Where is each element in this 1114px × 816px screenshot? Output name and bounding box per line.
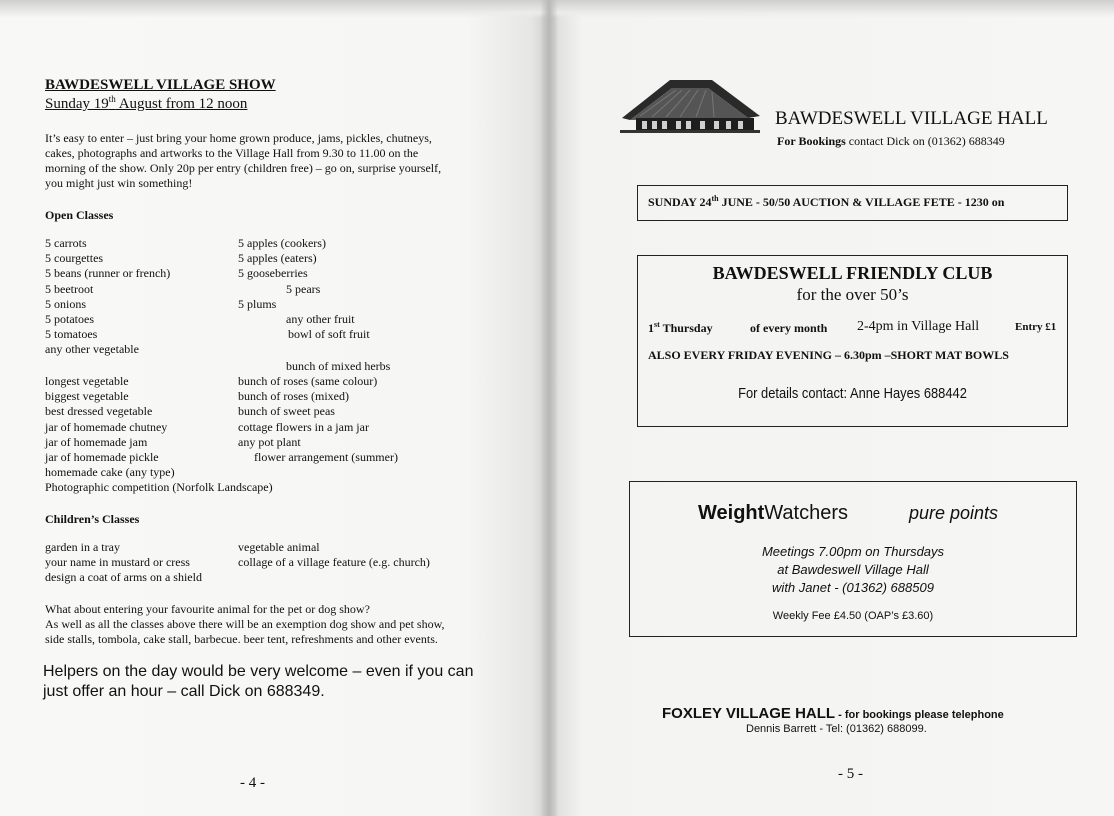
village-hall-illustration [620,76,762,134]
right-page [548,0,1114,816]
open-classes-col2-a [238,236,370,342]
foxley-bookings: - for bookings please telephone [835,709,1004,721]
intro-line: cakes, photographs and artworks to the Village Hall from 9.30 to 11.00 on the [45,146,419,160]
class-item: 5 apples (cookers) [238,236,326,250]
intro-line: morning of the show. Only 20p per entry (children free) – go on, surprise yourself, [45,161,442,175]
pet-line: side stalls, tombola, cake stall, barbecue. beer tent, refreshments and other events. [45,632,438,646]
intro-line: you might just win something! [45,176,193,190]
class-item: 5 courgettes [45,251,104,266]
page-number: - 4 - [240,775,265,791]
show-date-rest: August from 12 noon [115,96,248,112]
club-friday: ALSO EVERY FRIDAY EVENING – 6.30pm –SHORT MAT BOWLS [648,348,1009,362]
ww-brand-rest: Watchers [764,502,849,524]
class-item: 5 beetroot [45,281,94,296]
fete-text [648,194,1004,210]
helpers-notice [43,662,473,702]
class-item: longest vegetable [45,374,129,388]
show-title: BAWDESWELL VILLAGE SHOW [45,77,276,93]
class-item: homemade cake (any type) [45,465,175,480]
helpers-line: just offer an hour – call Dick on 688349. [43,683,325,700]
fete-date: SUNDAY 24 [648,195,712,209]
club-every-month: of every month [750,321,828,335]
childrens-classes-col2 [238,540,430,570]
class-item: collage of a village feature (e.g. church) [238,555,430,570]
pet-line: As well as all the classes above there will be an exemption dog show and pet show, [45,617,445,631]
book-spine [540,0,558,816]
class-item: bunch of roses (same colour) [238,374,378,388]
foxley-contact: Dennis Barrett - Tel: (01362) 688099. [746,723,927,735]
club-thursday: Thursday [659,321,713,335]
show-date [45,94,247,113]
friendly-club-box [637,255,1068,427]
class-item: 5 potatoes [45,312,94,327]
foxley-title: FOXLEY VILLAGE HALL [662,705,836,722]
class-item: 5 pears [286,281,321,296]
helpers-line: Helpers on the day would be very welcome – even if you can [43,663,474,680]
class-item: any pot plant [238,434,301,449]
ww-line: at Bawdeswell Village Hall [777,562,929,577]
class-item: your name in mustard or cress [45,555,190,570]
open-classes-col1-a [45,236,170,358]
weightwatchers-box [629,481,1077,637]
open-classes-heading: Open Classes [45,208,114,222]
foxley-hall [662,705,1004,723]
club-contact: For details contact: Anne Hayes 688442 [738,385,967,402]
fete-details: JUNE - 50/50 AUCTION & VILLAGE FETE - 1230 on [718,195,1005,209]
class-item: bunch of sweet peas [238,404,335,419]
club-first-thursday [648,320,713,336]
hall-bookings [777,134,1005,149]
ww-meeting-details [630,543,1076,597]
class-item: Photographic competition (Norfolk Landscape) [45,480,273,495]
class-item: 5 apples (eaters) [238,251,317,266]
class-item: vegetable animal [238,540,320,554]
club-first-num: 1 [648,321,654,335]
class-item: garden in a tray [45,540,120,554]
class-item: bunch of roses (mixed) [238,389,349,404]
club-first-suffix: st [654,320,660,329]
ww-brand-bold: Weight [698,502,765,524]
class-item: jar of homemade pickle [45,450,159,465]
childrens-classes-col1 [45,540,202,586]
class-item: 5 carrots [45,236,87,250]
childrens-classes-heading: Children’s Classes [45,512,140,526]
page-number: - 5 - [838,766,863,782]
pet-show-paragraph [45,602,444,647]
class-item: flower arrangement (summer) [254,450,398,465]
class-item: 5 plums [238,296,277,311]
open-classes-col2-b [238,374,398,465]
intro-line: It’s easy to enter – just bring your home grown produce, jams, pickles, chutneys, [45,131,432,145]
ww-fee: Weekly Fee £4.50 (OAP’s £3.60) [772,610,934,622]
class-item: 5 beans (runner or french) [45,266,171,281]
club-title: BAWDESWELL FRIENDLY CLUB [712,263,993,283]
class-item: cottage flowers in a jam jar [238,419,369,434]
hall-bookings-label: For Bookings [777,134,846,148]
fete-date-suffix: th [711,194,719,203]
fete-box [637,185,1068,221]
hall-title: BAWDESWELL VILLAGE HALL [775,108,1048,129]
class-item: 5 gooseberries [238,266,308,281]
club-entry: Entry £1 [1015,321,1057,333]
ww-line: Meetings 7.00pm on Thursdays [761,544,945,559]
class-item: any other fruit [286,312,355,327]
class-item: design a coat of arms on a shield [45,570,202,585]
show-date-day: Sunday 19 [45,96,109,112]
class-item: bowl of soft fruit [288,327,370,342]
class-item: biggest vegetable [45,389,129,404]
left-page [0,0,548,816]
intro-paragraph [45,131,441,191]
club-subtitle: for the over 50’s [796,285,909,304]
ww-brand [698,502,848,525]
hall-bookings-contact: contact Dick on (01362) 688349 [845,134,1005,148]
ww-tagline: pure points [909,503,999,523]
class-item: bunch of mixed herbs [286,359,391,373]
class-item: 5 onions [45,296,87,311]
class-item: jar of homemade chutney [45,419,168,434]
pet-line: What about entering your favourite animal for the pet or dog show? [45,602,370,616]
club-time: 2-4pm in Village Hall [857,319,980,334]
class-item: jar of homemade jam [45,434,148,449]
class-item: any other vegetable [45,342,139,357]
class-item: best dressed vegetable [45,404,153,419]
ww-line: with Janet - (01362) 688509 [772,580,934,595]
show-date-suffix: th [108,94,116,104]
class-item: 5 tomatoes [45,327,98,342]
